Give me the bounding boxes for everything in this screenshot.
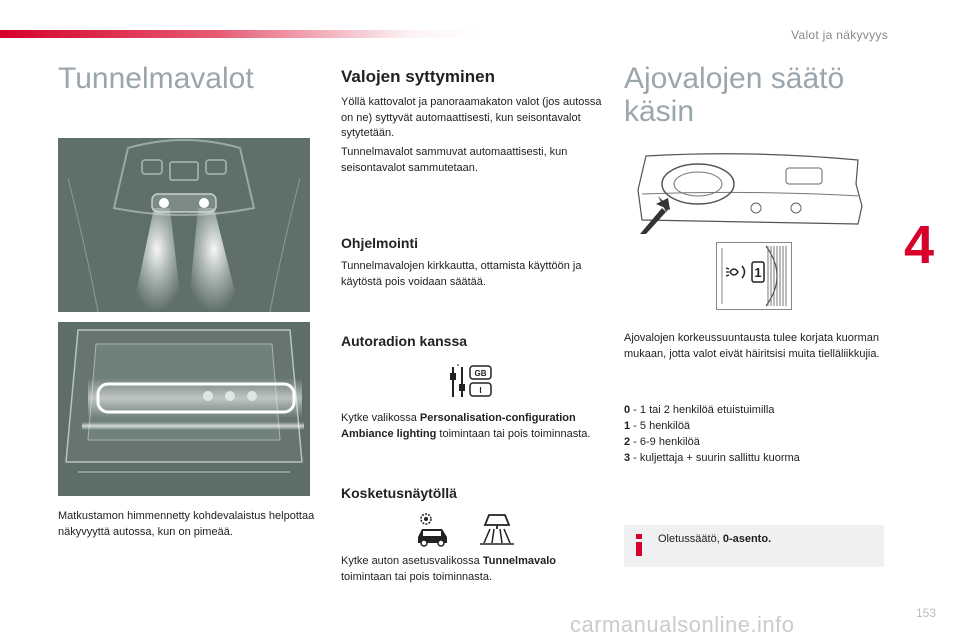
car-radio-text: [341, 411, 603, 442]
section-header: Valot ja näkyvyys: [791, 28, 888, 42]
load-position-item: [624, 450, 884, 466]
info-note-default: 0-asento.: [722, 533, 772, 545]
load-position-item: [624, 434, 884, 450]
info-note: [624, 525, 884, 567]
dashboard-illustration: [636, 150, 864, 234]
touchscreen-heading: Kosketusnäytöllä: [341, 485, 457, 501]
touchscreen-text-pre: Kytke auton asetusvalikossa: [341, 555, 483, 567]
car-settings-icon: [414, 511, 452, 547]
programming-heading: Ohjelmointi: [341, 235, 418, 251]
headlamp-title-line1: Ajovalojen säätö: [624, 62, 845, 95]
load-position-item: [624, 402, 884, 418]
watermark: carmanualsonline.info: [570, 612, 795, 637]
header-accent-bar: [0, 30, 480, 38]
load-position-desc: - 6-9 henkilöä: [630, 436, 700, 448]
ceiling-lights-photo: [58, 138, 310, 312]
load-positions-list: [624, 402, 884, 466]
load-position-number: 3: [624, 452, 631, 464]
chapter-number: 4: [904, 215, 935, 275]
car-radio-text-pre: Kytke valikossa: [341, 412, 420, 424]
dial-position-label: 1: [754, 265, 762, 280]
page-title: Tunnelmavalot: [58, 62, 254, 95]
car-radio-text-post: toimintaan tai pois toiminnasta.: [436, 427, 591, 440]
radio-icon-i-label: I: [479, 386, 482, 395]
info-note-pre: Oletussäätö,: [658, 533, 723, 545]
load-position-desc: - kuljettaja + suurin sallittu kuorma: [630, 452, 800, 464]
programming-text: Tunnelmavalojen kirkkautta, ottamista käyttöön ja käytöstä pois voidaan säätää.: [341, 260, 582, 288]
info-note-text: [658, 533, 771, 545]
lights-off-text: Tunnelmavalot sammuvat automaattisesti, kun seisontavalot sammutetaan.: [341, 146, 568, 174]
headlamp-title-line2: käsin: [624, 95, 695, 128]
lights-on-heading: Valojen syttyminen: [341, 67, 495, 86]
left-caption: Matkustamon himmennetty kohdevalaistus helpottaa näkyvyyttä autossa, kun on pimeää.: [58, 510, 315, 538]
car-radio-heading: Autoradion kanssa: [341, 333, 468, 349]
radio-icon-gb-label: GB: [474, 369, 487, 378]
info-icon: [633, 534, 645, 556]
panoramic-roof-photo: [58, 322, 310, 496]
touchscreen-menu-item: Tunnelmavalo: [482, 555, 557, 567]
load-position-desc: - 1 tai 2 henkilöä etuistuimilla: [630, 404, 775, 416]
car-radio-menu-path: Personalisation-configuration Ambiance lighting: [341, 412, 576, 440]
load-position-desc: - 5 henkilöä: [630, 420, 691, 432]
load-position-number: 0: [624, 404, 631, 416]
touchscreen-text: [341, 554, 603, 585]
headlamp-text: Ajovalojen korkeussuuntausta tulee korjata kuorman mukaan, jotta valot eivät häiritsisi muita tielläliikkujia.: [624, 332, 880, 360]
load-position-number: 2: [624, 436, 631, 448]
load-position-number: 1: [624, 420, 631, 432]
headlamp-dial-illustration: [716, 242, 792, 310]
headlamp-title: [624, 62, 844, 128]
load-position-item: [624, 418, 884, 434]
radio-settings-icon: [448, 364, 494, 400]
lights-on-text: Yöllä kattovalot ja panoraamakaton valot (jos autossa on ne) syttyvät automaattisesti, kun seisontavalot sytytetään.: [341, 96, 602, 139]
touchscreen-text-post: toimintaan tai pois toiminnasta.: [341, 570, 493, 583]
page-number: 153: [916, 606, 937, 620]
ambiance-lamp-icon: [476, 511, 518, 547]
